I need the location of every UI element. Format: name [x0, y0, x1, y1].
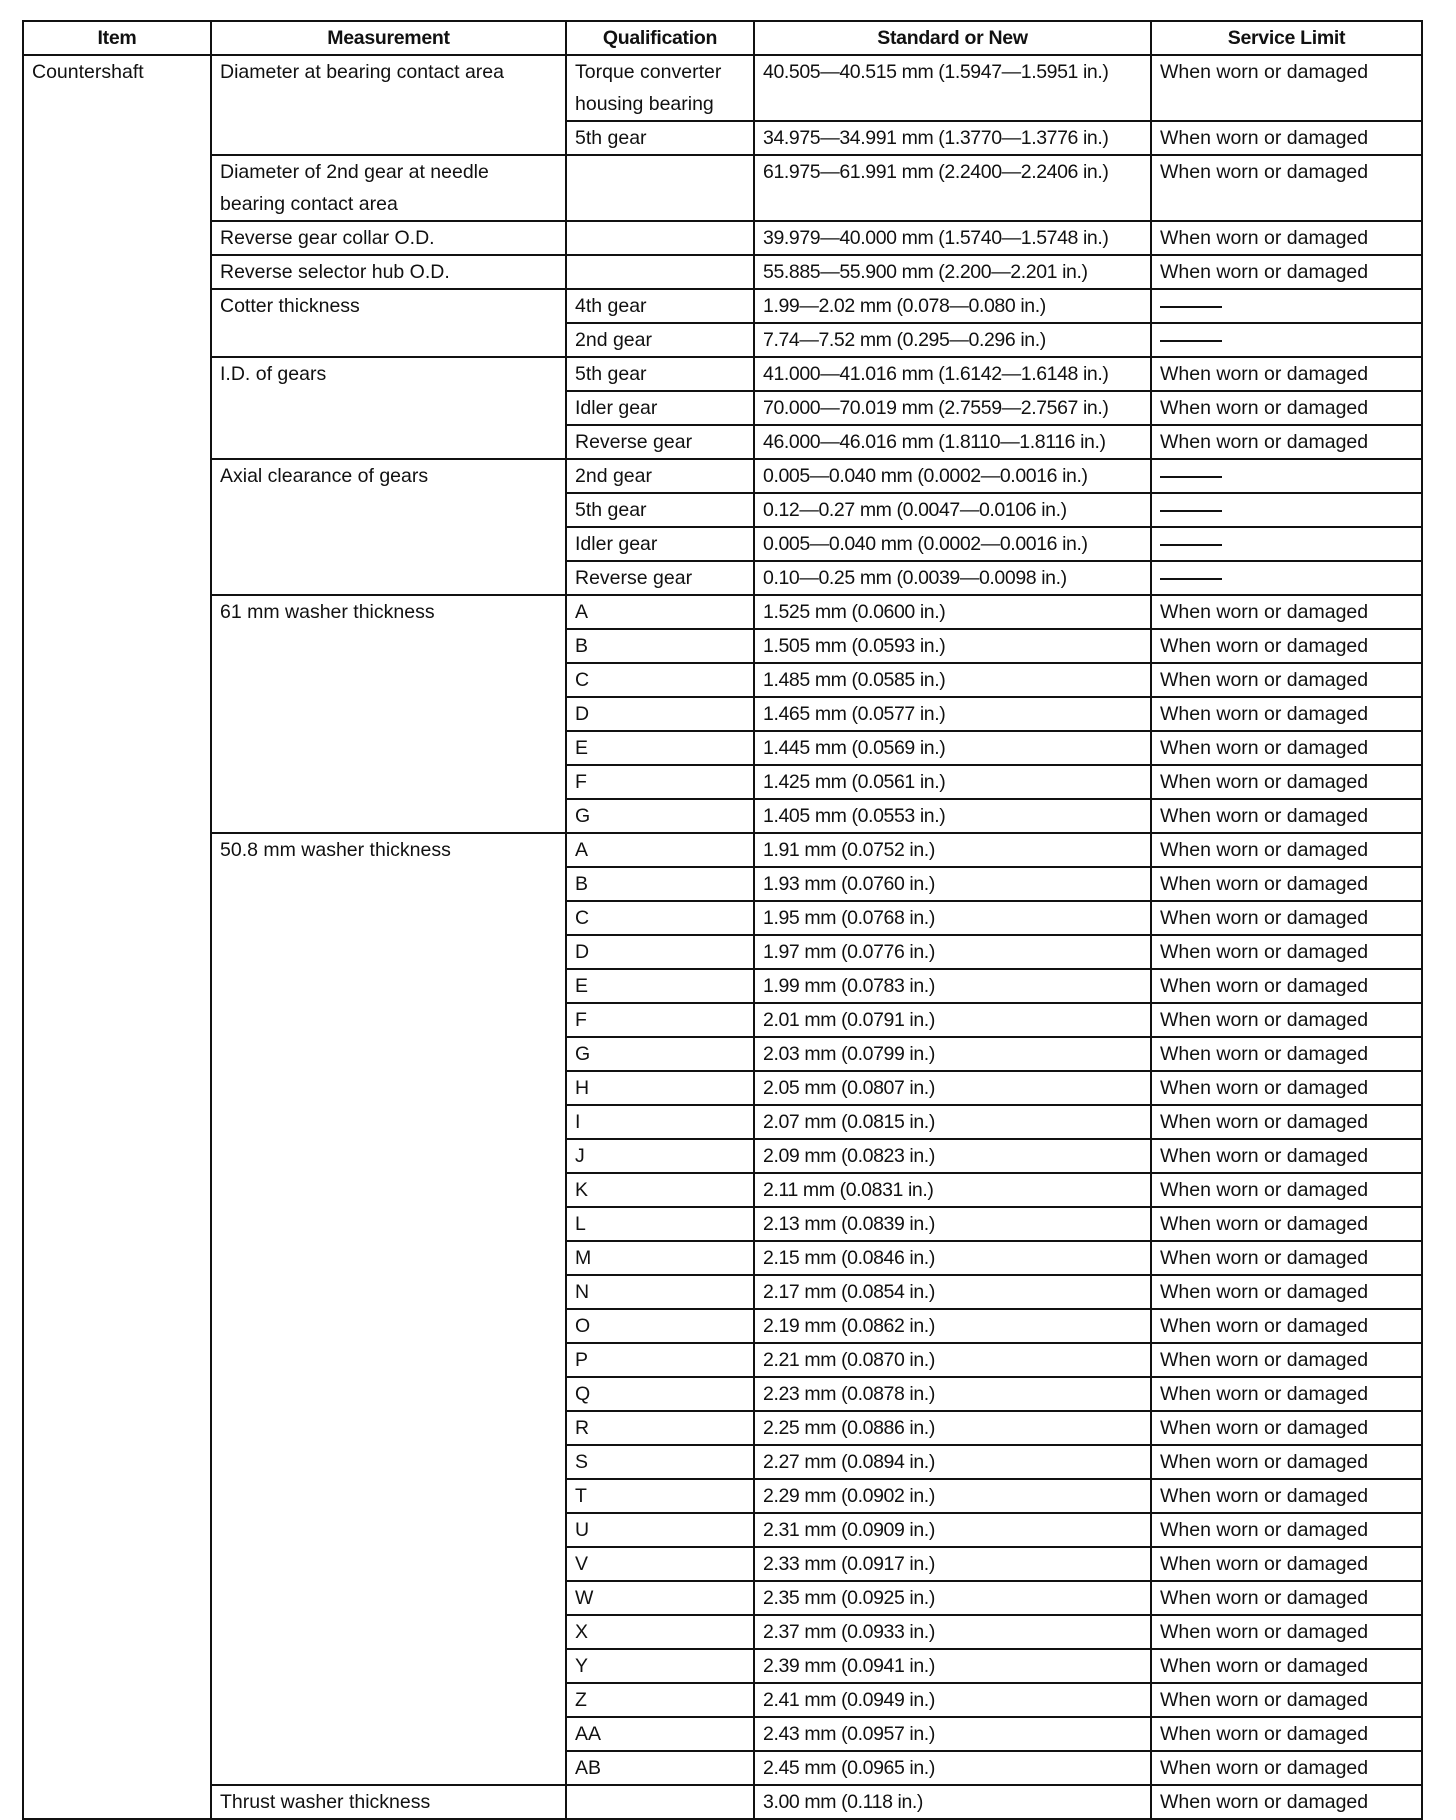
- standard-value-cell: 1.95 mm (0.0768 in.): [754, 901, 1151, 935]
- qualification-cell: 5th gear: [566, 121, 754, 155]
- standard-value-cell: 2.13 mm (0.0839 in.): [754, 1207, 1151, 1241]
- qualification-cell: 2nd gear: [566, 459, 754, 493]
- table-row: [23, 595, 1422, 629]
- qualification-cell: T: [566, 1479, 754, 1513]
- qualification-cell: A: [566, 833, 754, 867]
- standard-value-cell: 3.00 mm (0.118 in.): [754, 1785, 1151, 1819]
- qualification-cell: U: [566, 1513, 754, 1547]
- measurement-cell: Reverse selector hub O.D.: [211, 255, 566, 289]
- standard-value-cell: 2.41 mm (0.0949 in.): [754, 1683, 1151, 1717]
- qualification-cell: E: [566, 969, 754, 1003]
- service-limit-cell: When worn or damaged: [1151, 1037, 1422, 1071]
- service-limit-cell: [1151, 289, 1422, 323]
- qualification-cell: Idler gear: [566, 527, 754, 561]
- qualification-cell: 4th gear: [566, 289, 754, 323]
- item-cell: Countershaft: [23, 55, 211, 1819]
- standard-value-cell: 2.11 mm (0.0831 in.): [754, 1173, 1151, 1207]
- standard-value-cell: 2.01 mm (0.0791 in.): [754, 1003, 1151, 1037]
- service-limit-cell: When worn or damaged: [1151, 935, 1422, 969]
- standard-value-cell: 2.35 mm (0.0925 in.): [754, 1581, 1151, 1615]
- qualification-cell: Q: [566, 1377, 754, 1411]
- service-limit-cell: When worn or damaged: [1151, 1717, 1422, 1751]
- header-qualification: Qualification: [566, 21, 754, 55]
- qualification-cell: [566, 1785, 754, 1819]
- service-limit-cell: When worn or damaged: [1151, 255, 1422, 289]
- qualification-cell: I: [566, 1105, 754, 1139]
- service-limit-cell: When worn or damaged: [1151, 155, 1422, 221]
- qualification-cell: 5th gear: [566, 493, 754, 527]
- qualification-cell: 2nd gear: [566, 323, 754, 357]
- service-limit-cell: [1151, 323, 1422, 357]
- service-limit-cell: When worn or damaged: [1151, 1649, 1422, 1683]
- qualification-cell: B: [566, 629, 754, 663]
- measurement-cell: Reverse gear collar O.D.: [211, 221, 566, 255]
- header-service-limit: Service Limit: [1151, 21, 1422, 55]
- qualification-cell: M: [566, 1241, 754, 1275]
- service-limit-cell: When worn or damaged: [1151, 1751, 1422, 1785]
- measurement-cell: 61 mm washer thickness: [211, 595, 566, 833]
- qualification-cell: Torque converter housing bearing: [566, 55, 754, 121]
- service-limit-cell: When worn or damaged: [1151, 1683, 1422, 1717]
- qualification-cell: AB: [566, 1751, 754, 1785]
- qualification-cell: [566, 255, 754, 289]
- service-limit-cell: When worn or damaged: [1151, 697, 1422, 731]
- standard-value-cell: 2.15 mm (0.0846 in.): [754, 1241, 1151, 1275]
- qualification-cell: R: [566, 1411, 754, 1445]
- qualification-cell: F: [566, 765, 754, 799]
- service-limit-cell: When worn or damaged: [1151, 1071, 1422, 1105]
- standard-value-cell: 2.31 mm (0.0909 in.): [754, 1513, 1151, 1547]
- qualification-cell: L: [566, 1207, 754, 1241]
- table-row: [23, 289, 1422, 323]
- service-limit-cell: When worn or damaged: [1151, 901, 1422, 935]
- standard-value-cell: 2.27 mm (0.0894 in.): [754, 1445, 1151, 1479]
- qualification-cell: G: [566, 799, 754, 833]
- service-limit-cell: When worn or damaged: [1151, 121, 1422, 155]
- qualification-cell: Y: [566, 1649, 754, 1683]
- qualification-cell: N: [566, 1275, 754, 1309]
- standard-value-cell: 7.74—7.52 mm (0.295—0.296 in.): [754, 323, 1151, 357]
- qualification-cell: S: [566, 1445, 754, 1479]
- service-limit-cell: When worn or damaged: [1151, 833, 1422, 867]
- qualification-cell: W: [566, 1581, 754, 1615]
- table-row: [23, 55, 1422, 121]
- standard-value-cell: 1.97 mm (0.0776 in.): [754, 935, 1151, 969]
- service-limit-cell: When worn or damaged: [1151, 1615, 1422, 1649]
- dash-not-applicable: [1160, 476, 1222, 478]
- standard-value-cell: 2.43 mm (0.0957 in.): [754, 1717, 1151, 1751]
- header-standard-or-new: Standard or New: [754, 21, 1151, 55]
- service-limit-cell: When worn or damaged: [1151, 867, 1422, 901]
- service-limit-cell: [1151, 527, 1422, 561]
- qualification-cell: [566, 155, 754, 221]
- standard-value-cell: 2.29 mm (0.0902 in.): [754, 1479, 1151, 1513]
- standard-value-cell: 2.03 mm (0.0799 in.): [754, 1037, 1151, 1071]
- standard-value-cell: 2.39 mm (0.0941 in.): [754, 1649, 1151, 1683]
- qualification-cell: P: [566, 1343, 754, 1377]
- service-limit-cell: When worn or damaged: [1151, 1207, 1422, 1241]
- service-limit-cell: When worn or damaged: [1151, 731, 1422, 765]
- service-limit-cell: When worn or damaged: [1151, 357, 1422, 391]
- standard-value-cell: 1.405 mm (0.0553 in.): [754, 799, 1151, 833]
- service-limit-cell: When worn or damaged: [1151, 391, 1422, 425]
- qualification-cell: H: [566, 1071, 754, 1105]
- qualification-cell: B: [566, 867, 754, 901]
- standard-value-cell: 2.17 mm (0.0854 in.): [754, 1275, 1151, 1309]
- standard-value-cell: 46.000—46.016 mm (1.8110—1.8116 in.): [754, 425, 1151, 459]
- specifications-table: [22, 20, 1423, 1820]
- standard-value-cell: 0.12—0.27 mm (0.0047—0.0106 in.): [754, 493, 1151, 527]
- qualification-cell: E: [566, 731, 754, 765]
- qualification-cell: F: [566, 1003, 754, 1037]
- standard-value-cell: 2.23 mm (0.0878 in.): [754, 1377, 1151, 1411]
- service-limit-cell: [1151, 561, 1422, 595]
- service-limit-cell: When worn or damaged: [1151, 1343, 1422, 1377]
- standard-value-cell: 70.000—70.019 mm (2.7559—2.7567 in.): [754, 391, 1151, 425]
- qualification-cell: Z: [566, 1683, 754, 1717]
- standard-value-cell: 1.465 mm (0.0577 in.): [754, 697, 1151, 731]
- standard-value-cell: 1.93 mm (0.0760 in.): [754, 867, 1151, 901]
- measurement-cell: I.D. of gears: [211, 357, 566, 459]
- dash-not-applicable: [1160, 578, 1222, 580]
- standard-value-cell: 61.975—61.991 mm (2.2400—2.2406 in.): [754, 155, 1151, 221]
- measurement-cell: Thrust washer thickness: [211, 1785, 566, 1819]
- qualification-cell: J: [566, 1139, 754, 1173]
- table-row: [23, 833, 1422, 867]
- service-limit-cell: When worn or damaged: [1151, 799, 1422, 833]
- standard-value-cell: 2.45 mm (0.0965 in.): [754, 1751, 1151, 1785]
- standard-value-cell: 0.10—0.25 mm (0.0039—0.0098 in.): [754, 561, 1151, 595]
- qualification-cell: AA: [566, 1717, 754, 1751]
- standard-value-cell: 1.425 mm (0.0561 in.): [754, 765, 1151, 799]
- qualification-cell: D: [566, 935, 754, 969]
- service-limit-cell: When worn or damaged: [1151, 663, 1422, 697]
- table-row: [23, 221, 1422, 255]
- standard-value-cell: 2.09 mm (0.0823 in.): [754, 1139, 1151, 1173]
- service-limit-cell: When worn or damaged: [1151, 595, 1422, 629]
- service-limit-cell: [1151, 493, 1422, 527]
- standard-value-cell: 1.91 mm (0.0752 in.): [754, 833, 1151, 867]
- dash-not-applicable: [1160, 510, 1222, 512]
- qualification-cell: G: [566, 1037, 754, 1071]
- service-limit-cell: When worn or damaged: [1151, 1139, 1422, 1173]
- qualification-cell: C: [566, 663, 754, 697]
- measurement-cell: Diameter at bearing contact area: [211, 55, 566, 155]
- qualification-cell: Reverse gear: [566, 561, 754, 595]
- dash-not-applicable: [1160, 306, 1222, 308]
- measurement-cell: Axial clearance of gears: [211, 459, 566, 595]
- table-body: [23, 55, 1422, 1819]
- standard-value-cell: 1.485 mm (0.0585 in.): [754, 663, 1151, 697]
- standard-value-cell: 40.505—40.515 mm (1.5947—1.5951 in.): [754, 55, 1151, 121]
- standard-value-cell: 39.979—40.000 mm (1.5740—1.5748 in.): [754, 221, 1151, 255]
- service-limit-cell: When worn or damaged: [1151, 425, 1422, 459]
- header-row: [23, 21, 1422, 55]
- standard-value-cell: 55.885—55.900 mm (2.200—2.201 in.): [754, 255, 1151, 289]
- service-limit-cell: When worn or damaged: [1151, 1513, 1422, 1547]
- qualification-cell: C: [566, 901, 754, 935]
- service-limit-cell: When worn or damaged: [1151, 1275, 1422, 1309]
- service-limit-cell: When worn or damaged: [1151, 1479, 1422, 1513]
- table-row: [23, 155, 1422, 221]
- standard-value-cell: 41.000—41.016 mm (1.6142—1.6148 in.): [754, 357, 1151, 391]
- service-limit-cell: [1151, 459, 1422, 493]
- header-measurement: Measurement: [211, 21, 566, 55]
- standard-value-cell: 34.975—34.991 mm (1.3770—1.3776 in.): [754, 121, 1151, 155]
- qualification-cell: X: [566, 1615, 754, 1649]
- dash-not-applicable: [1160, 544, 1222, 546]
- service-limit-cell: When worn or damaged: [1151, 1411, 1422, 1445]
- standard-value-cell: 2.21 mm (0.0870 in.): [754, 1343, 1151, 1377]
- qualification-cell: 5th gear: [566, 357, 754, 391]
- qualification-cell: A: [566, 595, 754, 629]
- qualification-cell: Idler gear: [566, 391, 754, 425]
- service-limit-cell: When worn or damaged: [1151, 1173, 1422, 1207]
- service-limit-cell: When worn or damaged: [1151, 1581, 1422, 1615]
- service-limit-cell: When worn or damaged: [1151, 969, 1422, 1003]
- qualification-cell: Reverse gear: [566, 425, 754, 459]
- standard-value-cell: 1.505 mm (0.0593 in.): [754, 629, 1151, 663]
- service-limit-cell: When worn or damaged: [1151, 1547, 1422, 1581]
- service-limit-cell: When worn or damaged: [1151, 1309, 1422, 1343]
- table-row: [23, 459, 1422, 493]
- standard-value-cell: 1.445 mm (0.0569 in.): [754, 731, 1151, 765]
- service-limit-cell: When worn or damaged: [1151, 1785, 1422, 1819]
- table-row: [23, 357, 1422, 391]
- measurement-cell: Cotter thickness: [211, 289, 566, 357]
- dash-not-applicable: [1160, 340, 1222, 342]
- service-limit-cell: When worn or damaged: [1151, 1445, 1422, 1479]
- standard-value-cell: 1.99—2.02 mm (0.078—0.080 in.): [754, 289, 1151, 323]
- service-limit-cell: When worn or damaged: [1151, 629, 1422, 663]
- standard-value-cell: 2.25 mm (0.0886 in.): [754, 1411, 1151, 1445]
- measurement-cell: 50.8 mm washer thickness: [211, 833, 566, 1785]
- standard-value-cell: 0.005—0.040 mm (0.0002—0.0016 in.): [754, 459, 1151, 493]
- qualification-cell: D: [566, 697, 754, 731]
- header-item: Item: [23, 21, 211, 55]
- measurement-cell: Diameter of 2nd gear at needle bearing contact area: [211, 155, 566, 221]
- service-limit-cell: When worn or damaged: [1151, 765, 1422, 799]
- service-limit-cell: When worn or damaged: [1151, 1105, 1422, 1139]
- service-limit-cell: When worn or damaged: [1151, 1377, 1422, 1411]
- standard-value-cell: 2.05 mm (0.0807 in.): [754, 1071, 1151, 1105]
- service-limit-cell: When worn or damaged: [1151, 221, 1422, 255]
- standard-value-cell: 1.525 mm (0.0600 in.): [754, 595, 1151, 629]
- table-row: [23, 255, 1422, 289]
- qualification-cell: K: [566, 1173, 754, 1207]
- service-limit-cell: When worn or damaged: [1151, 55, 1422, 121]
- qualification-cell: O: [566, 1309, 754, 1343]
- standard-value-cell: 2.07 mm (0.0815 in.): [754, 1105, 1151, 1139]
- standard-value-cell: 2.33 mm (0.0917 in.): [754, 1547, 1151, 1581]
- qualification-cell: V: [566, 1547, 754, 1581]
- service-limit-cell: When worn or damaged: [1151, 1241, 1422, 1275]
- qualification-cell: [566, 221, 754, 255]
- standard-value-cell: 0.005—0.040 mm (0.0002—0.0016 in.): [754, 527, 1151, 561]
- table-row: [23, 1785, 1422, 1819]
- standard-value-cell: 2.37 mm (0.0933 in.): [754, 1615, 1151, 1649]
- service-limit-cell: When worn or damaged: [1151, 1003, 1422, 1037]
- standard-value-cell: 2.19 mm (0.0862 in.): [754, 1309, 1151, 1343]
- standard-value-cell: 1.99 mm (0.0783 in.): [754, 969, 1151, 1003]
